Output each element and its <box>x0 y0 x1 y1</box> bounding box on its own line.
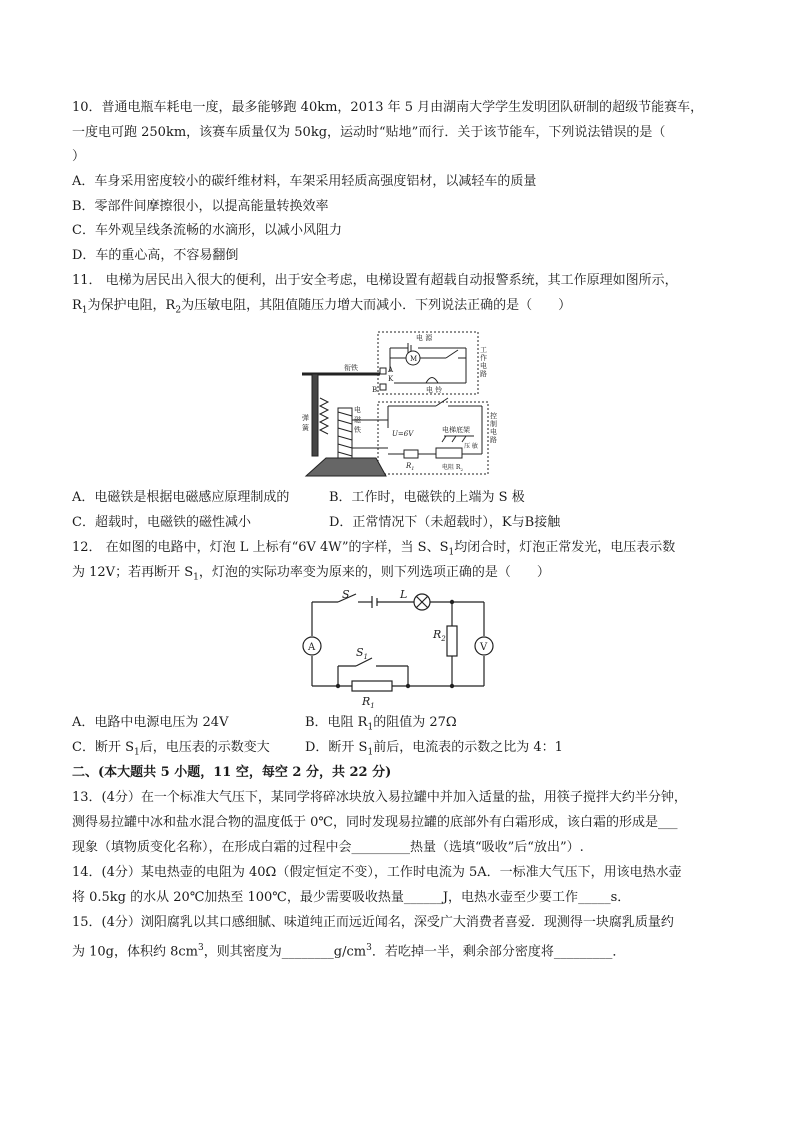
voltage-label: U=6V <box>392 430 414 438</box>
work-circuit-label-3: 电 <box>480 362 487 370</box>
q11-option-b: B．工作时，电磁铁的上端为 S 极 <box>329 490 525 505</box>
section-2-heading: 二、(本大题共 5 小题，11 空，每空 2 分，共 22 分) <box>72 765 392 780</box>
q14-stem-line-1: 14．(4分）某电热壶的电阻为 40Ω（假定恒定不变），工作时电流为 5A．一标准大气压下，用该电热水壶 <box>72 865 682 880</box>
q10-stem-line-3: ） <box>72 149 86 164</box>
base-block <box>306 458 386 476</box>
lamp-l-label: L <box>400 588 408 601</box>
contact-b-label: B <box>372 386 378 394</box>
q12-stem-line-1: 12． 在如图的电路中，灯泡 L 上标有“6V 4W”的字样，当 S、$S_1$均闭合时，灯泡正常发光，电压表示数 <box>72 540 676 558</box>
q15-blank-2[interactable]: _________ <box>553 944 613 960</box>
q10-stem-line-2: 一度电可跑 250km，该赛车质量仅为 50kg，运动时“贴地”而行．关于该节能车，下列说法错误的是（ <box>72 125 666 140</box>
pressure-label-1: 压 敏 <box>464 443 478 450</box>
contact-k-label: K <box>388 375 394 383</box>
elevator-alarm-figure <box>296 328 496 478</box>
q11-stem-line-1: 11． 电梯为居民出入很大的便利，出于安全考虑，电梯设置有超载自动报警系统，其工作原理如图所示， <box>72 273 678 288</box>
r1-resistor-box <box>352 681 392 691</box>
q13-blank-2[interactable]: _________ <box>351 840 411 855</box>
r2-resistor-box <box>447 626 457 656</box>
r1-resistor <box>404 450 418 458</box>
q13-stem-line-2: 测得易拉罐中冰和盐水混合物的温度低于 0℃，同时发现易拉罐的底部外有白霜形成，该白霜的形成是___ <box>72 815 678 830</box>
bell-label: 电 铃 <box>426 386 443 394</box>
power-label: 电 源 <box>416 334 433 342</box>
spring-label-1: 弹 <box>302 414 309 422</box>
q12-option-d: D．断开 $S_1$前后，电流表的示数之比为 4：1 <box>305 740 563 758</box>
work-circuit-label-4: 路 <box>480 370 487 378</box>
q12-option-b: B．电阻 $R_1$的阻值为 27Ω <box>305 715 457 733</box>
electromagnet-label-3: 铁 <box>354 426 361 434</box>
electromagnet-label-1: 电 <box>354 406 361 414</box>
q14-stem-line-2: 将 0.5kg 的水从 20℃加热至 100℃，最少需要吸收热量______J，电热水壶至少要工作_____s． <box>72 890 631 905</box>
control-circuit-box <box>378 402 488 474</box>
pressure-label-2: 电阻 $R_2$ <box>442 464 463 472</box>
control-circuit-label-1: 控 <box>490 412 497 420</box>
switch-s-label: S <box>342 588 350 601</box>
q15-stem-line-2: 为 10g，体积约 $8cm^3$，则其密度为$\_\_\_\_\_\_\_\_g/cm^3$．若吃掉一半，剩余部分密度将_________． <box>72 943 626 960</box>
work-circuit-label-1: 工 <box>480 346 487 354</box>
r2-label: $R_2$ <box>433 628 446 643</box>
q11-stem-line-2: $R_1$为保护电阻，$R_2$为压敏电阻，其阻值随压力增大而减小．下列说法正确的是（ ） <box>72 298 572 316</box>
q11-option-d: D．正常情况下（未超载时），K与B接触 <box>329 515 561 530</box>
r1-label: $R_1$ <box>406 462 415 472</box>
q12-option-a: A．电路中电源电压为 24V <box>72 715 229 730</box>
control-circuit-label-2: 制 <box>490 420 497 428</box>
q10-option-a: A．车身采用密度较小的碳纤维材料，车架采用轻质高强度铝材，以减轻车的质量 <box>72 174 537 189</box>
q12-stem-line-2: 为 12V；若再断开 $S_1$，灯泡的实际功率变为原来的，则下列选项正确的是（ ） <box>72 565 550 583</box>
q13-stem-line-3: 现象（填物质变化名称），在形成白霜的过程中会_________热量（选填“吸收”后“放出”）. <box>72 840 584 855</box>
q11-option-c: C．超载时，电磁铁的磁性减小 <box>72 515 251 530</box>
q10-option-b: B．零部件间摩擦很小，以提高能量转换效率 <box>72 199 329 214</box>
q10-option-c: C．车外观呈线条流畅的水滴形，以减小风阻力 <box>72 223 342 238</box>
q13-stem-line-1: 13．(4分）在一个标准大气压下，某同学将碎冰块放入易拉罐中并加入适量的盐，用筷子搅拌大约半分钟， <box>72 790 687 805</box>
elevator-floor-label: 电梯底架 <box>442 426 470 434</box>
pressure-resistor <box>436 448 462 458</box>
circuit-figure <box>298 588 498 710</box>
electromagnet-label-2: 磁 <box>354 416 361 424</box>
q10-option-d: D．车的重心高，不容易翻倒 <box>72 248 239 263</box>
control-circuit-label-4: 路 <box>490 436 497 444</box>
ammeter-label: A <box>308 642 316 653</box>
switch-s1-label: $S_1$ <box>356 646 369 661</box>
q12-option-c: C．断开 $S_1$后，电压表的示数变大 <box>72 740 270 758</box>
q13-blank-1[interactable]: ___ <box>657 815 678 830</box>
armature-label: 衔铁 <box>344 364 358 372</box>
q14-blank-2[interactable]: _____ <box>578 890 611 905</box>
q10-stem-line-1: 10．普通电瓶车耗电一度，最多能够跑 40km，2013 年 5 月由湖南大学学生发明团队研制的超级节能赛车， <box>72 100 704 115</box>
control-circuit-label-3: 电 <box>490 428 497 436</box>
contact-a-label: A <box>388 366 394 374</box>
motor-label: M <box>410 355 418 363</box>
spring-label-2: 簧 <box>302 424 309 432</box>
work-circuit-label-2: 作 <box>480 354 487 362</box>
spring-icon <box>320 398 328 434</box>
q15-blank-1[interactable]: ________ <box>281 944 334 960</box>
q15-stem-line-1: 15．(4分）浏阳腐乳以其口感细腻、味道纯正而远近闻名，深受广大消费者喜爱．现测得一块腐乳质量约 <box>72 915 674 930</box>
bell-icon <box>426 378 438 384</box>
q11-option-a: A．电磁铁是根据电磁感应原理制成的 <box>72 490 290 505</box>
q14-blank-1[interactable]: ______ <box>403 890 443 905</box>
voltmeter-label: V <box>480 642 488 653</box>
r1-label: $R_1$ <box>362 695 375 710</box>
